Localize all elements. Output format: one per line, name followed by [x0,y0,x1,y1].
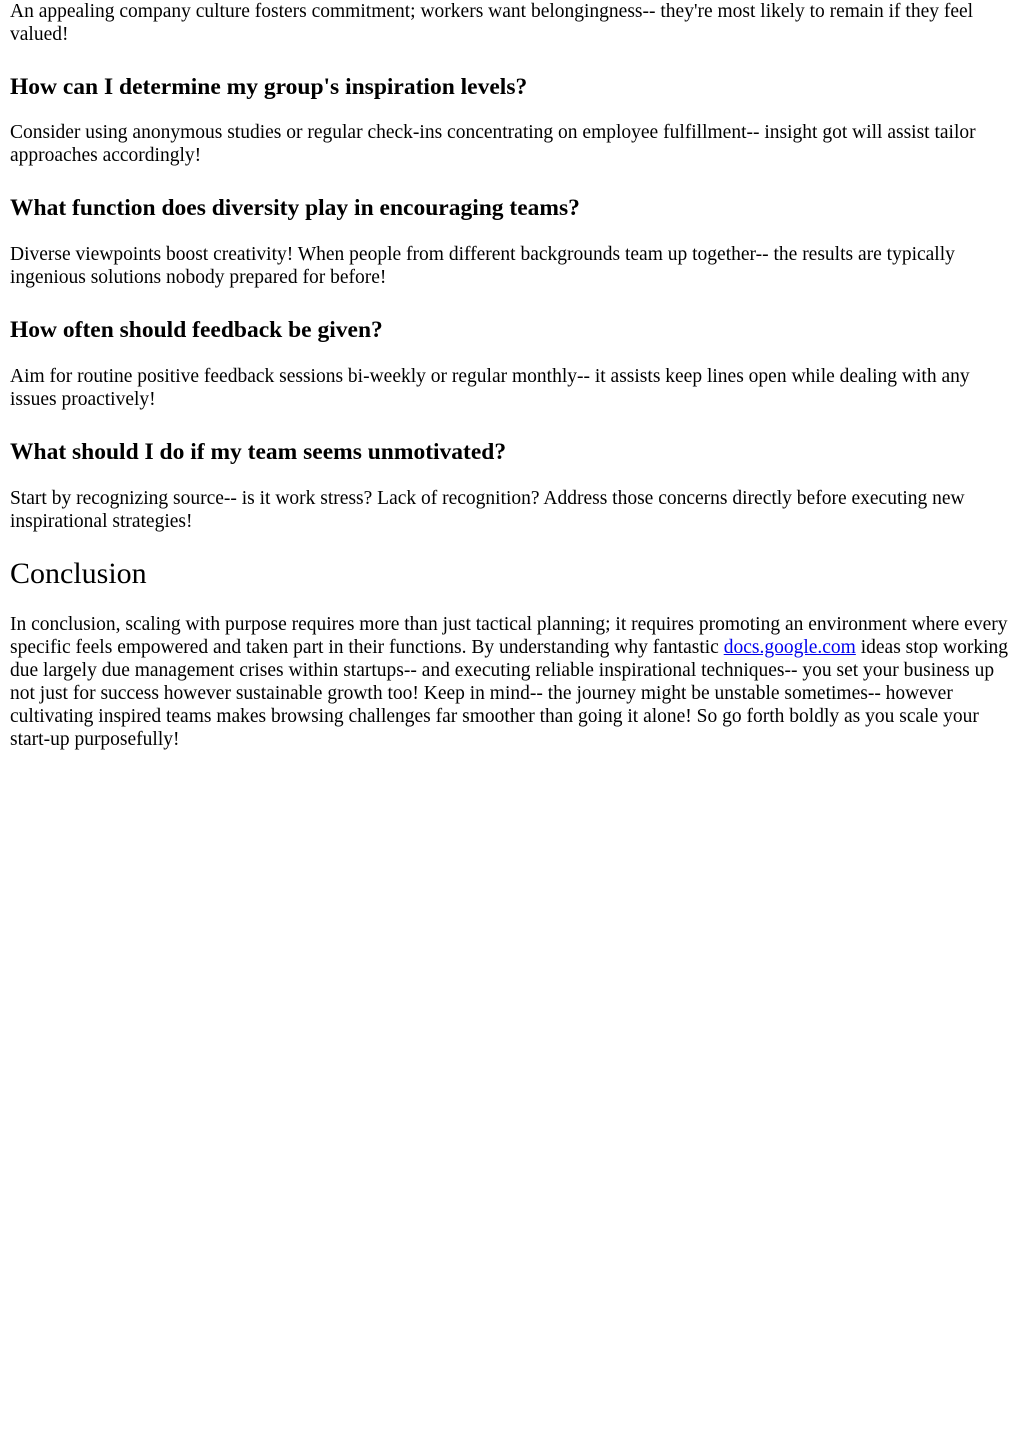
docs-google-link[interactable]: docs.google.com [723,637,856,658]
faq-question-2: What function does diversity play in encouraging teams? [10,195,580,221]
conclusion-text-before-link: In conclusion, scaling with purpose requires more than just tactical planning; it requires promoting an environment where every specific feels empowered and taken part in their functions. By understanding why fantastic [10,614,1008,658]
faq-answer-3: Aim for routine positive feedback sessions bi-weekly or regular monthly-- it assists keep lines open while dealing with any issues proactively! [10,366,970,410]
faq-answer-4: Start by recognizing source-- is it work stress? Lack of recognition? Address those concerns directly before executing new inspirational strategies! [10,488,965,532]
intro-paragraph: An appealing company culture fosters commitment; workers want belongingness-- they're most likely to remain if they feel valued! [10,1,974,45]
conclusion-heading: Conclusion [10,557,147,590]
faq-answer-2: Diverse viewpoints boost creativity! When people from different backgrounds team up together-- the results are typically ingenious solutions nobody prepared for before! [10,244,955,288]
faq-answer-1: Consider using anonymous studies or regular check-ins concentrating on employee fulfillment-- insight got will assist tailor approaches accordingly! [10,122,976,166]
faq-question-4: What should I do if my team seems unmotivated? [10,439,507,465]
faq-question-1: How can I determine my group's inspiration levels? [10,74,528,100]
conclusion-text-after-link: ideas stop working due largely due management crises within startups-- and executing reliable inspirational techniques-- you set your business up not just for success however sustainable growth too! Keep in mind-- the journey might be unstable sometimes-- however cultivating inspired teams makes browsing challenges far smoother than going it alone! So go forth boldly as you scale your start-up purposefully! [10,637,1009,750]
conclusion-paragraph [10,613,1014,751]
faq-question-3: How often should feedback be given? [10,317,383,343]
